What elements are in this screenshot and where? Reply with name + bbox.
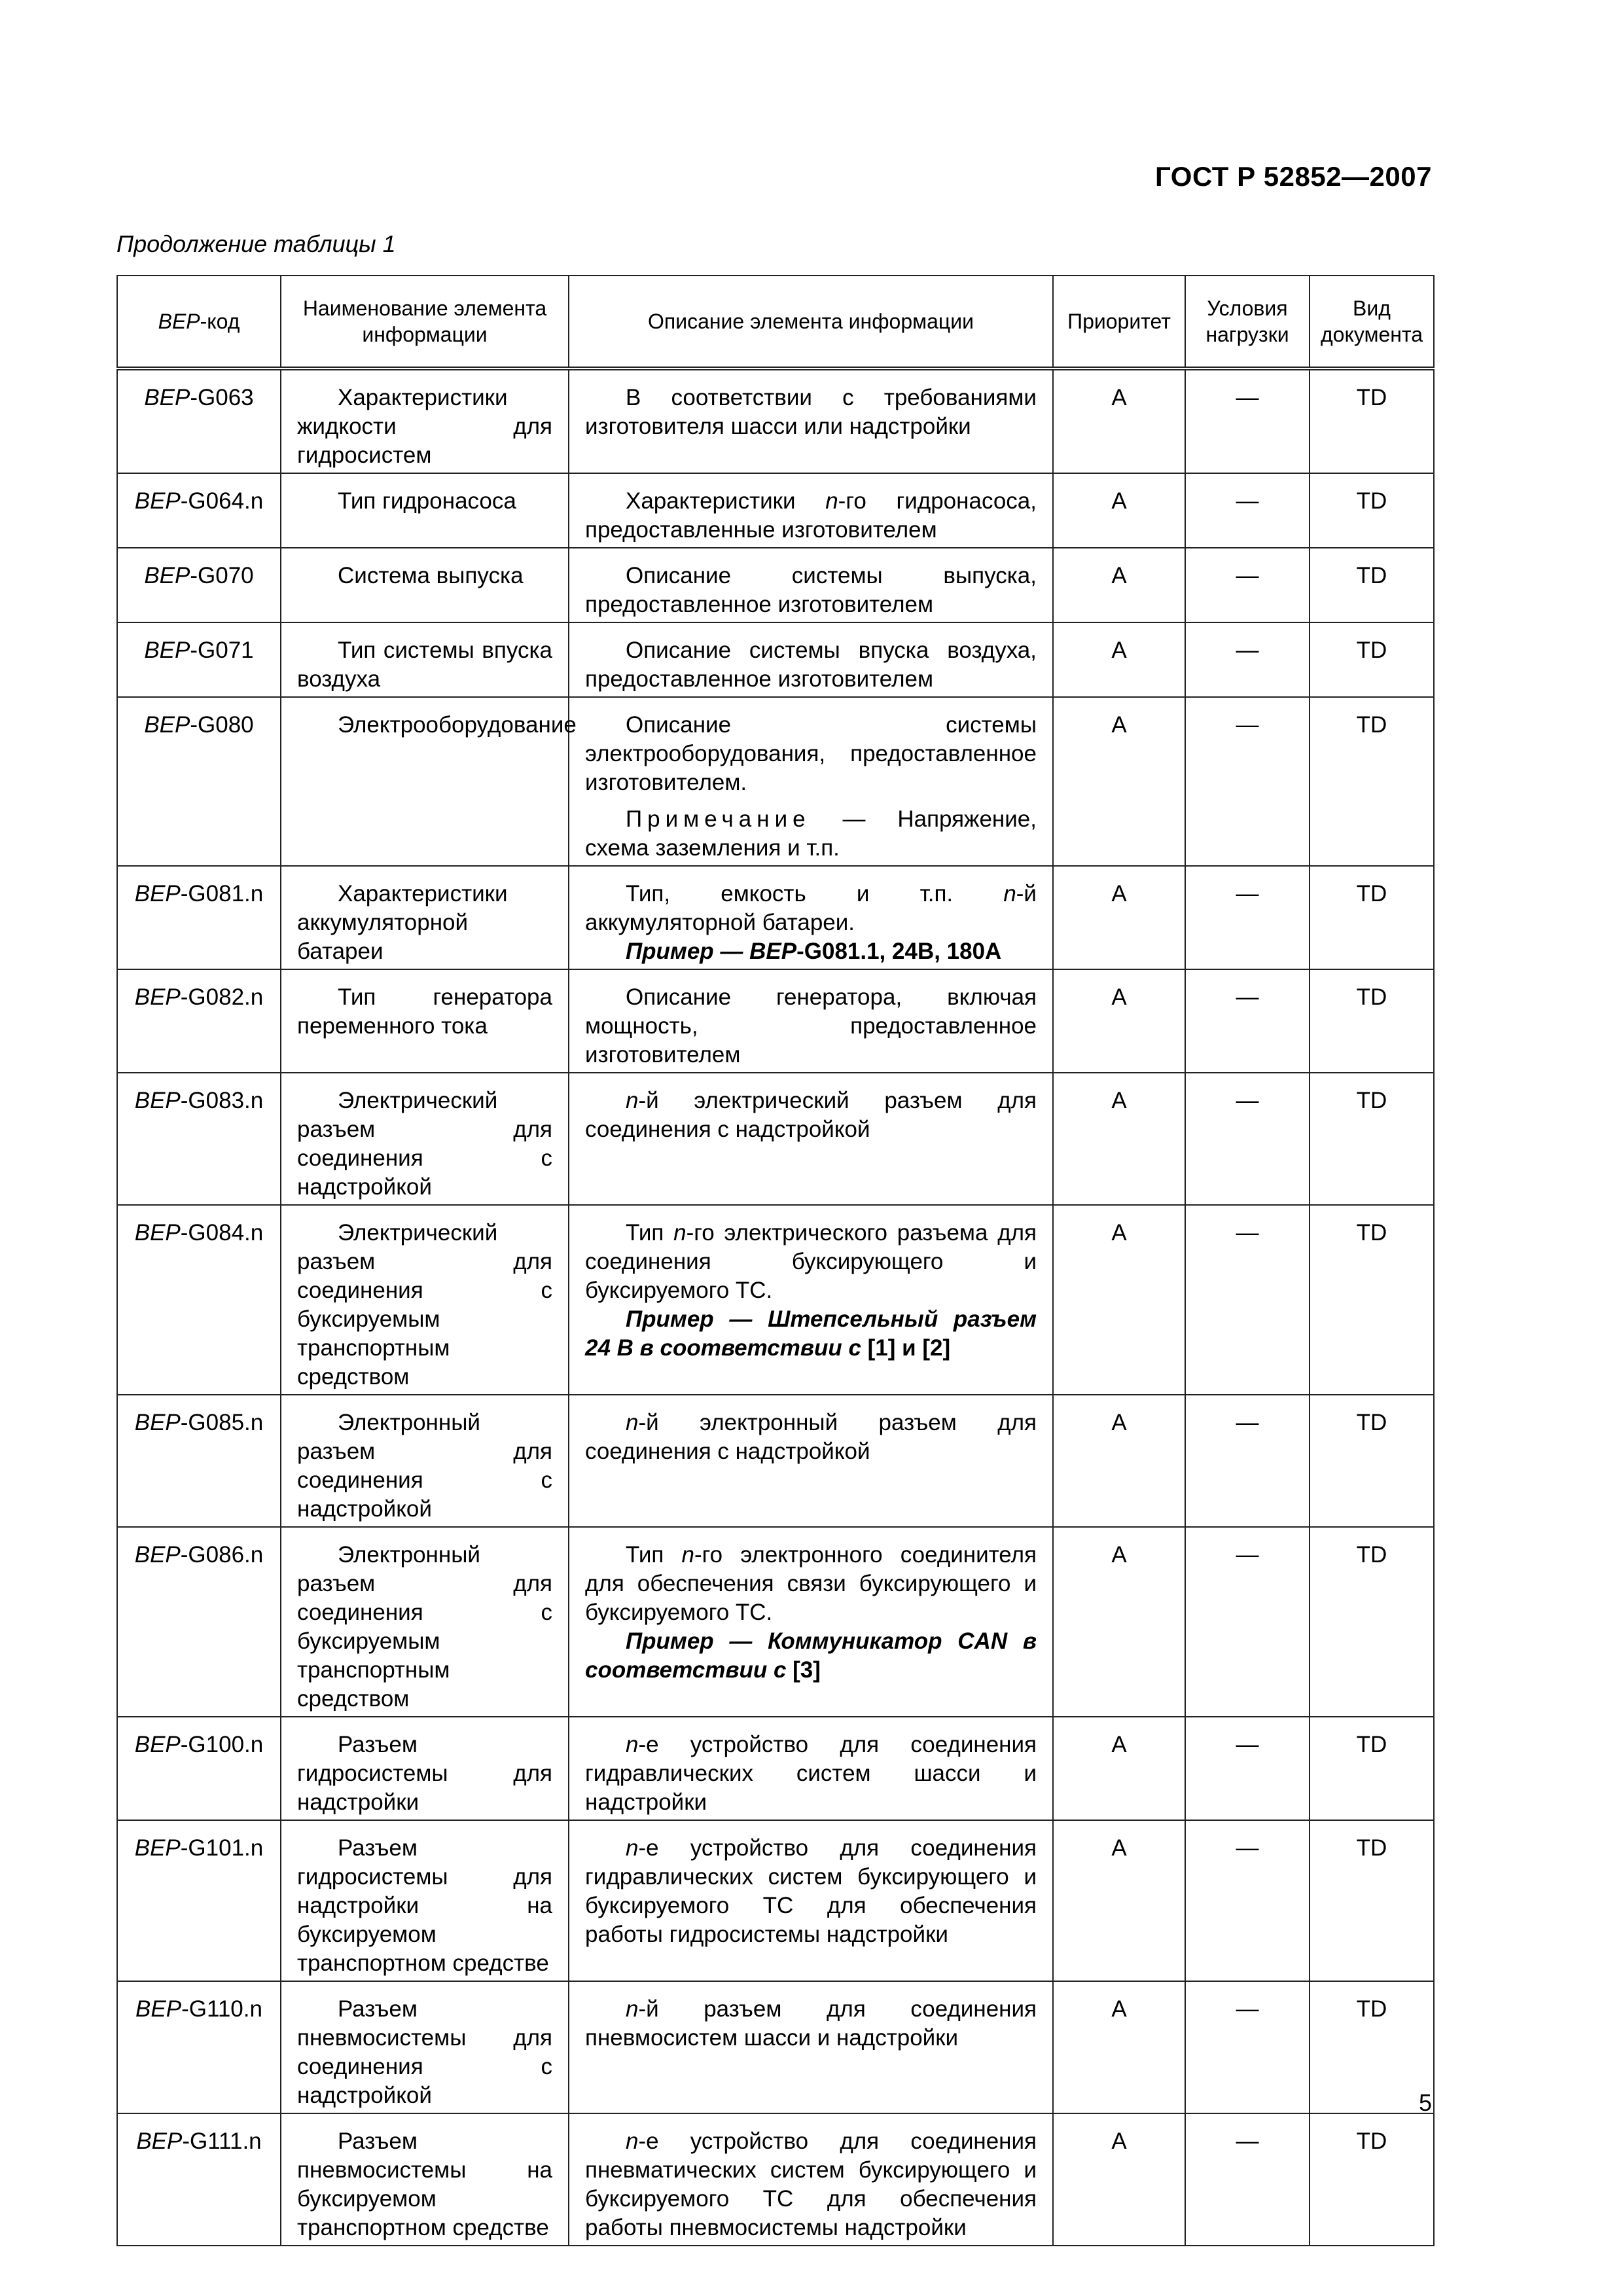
row-doctype: TD [1310, 473, 1434, 548]
table-row [117, 697, 1434, 866]
row-description: Описание системы выпуска, предоставленное изготовителем [569, 548, 1053, 622]
row-note: Примечание — Напряжение, схема заземления и т.п. [585, 806, 1037, 861]
note-label: Примечание [626, 806, 811, 832]
row-doctype: TD [1310, 2113, 1434, 2246]
row-conditions: — [1185, 1981, 1310, 2113]
row-conditions: — [1185, 969, 1310, 1073]
document-id: ГОСТ Р 52852—2007 [1155, 161, 1432, 192]
row-name: Разъем пневмосистемы для соединения с надстройкой [281, 1981, 569, 2113]
row-code: BEP-G084.n [117, 1205, 281, 1395]
table-row [117, 368, 1434, 473]
row-priority: A [1053, 473, 1185, 548]
row-priority: A [1053, 368, 1185, 473]
row-code: BEP-G080 [117, 697, 281, 866]
row-priority: A [1053, 1073, 1185, 1205]
header-doctype: Вид документа [1310, 276, 1434, 368]
row-doctype: TD [1310, 1395, 1434, 1527]
table-row [117, 2113, 1434, 2246]
row-doctype: TD [1310, 1717, 1434, 1820]
row-description [569, 1205, 1053, 1395]
row-code: BEP-G100.n [117, 1717, 281, 1820]
row-doctype: TD [1310, 368, 1434, 473]
row-description: Описание системы впуска воздуха, предоставленное изготовителем [569, 622, 1053, 697]
row-name: Тип системы впуска воздуха [281, 622, 569, 697]
row-example: Пример — Коммуникатор CAN в соответствии с [3] [585, 1628, 1037, 1683]
row-priority: A [1053, 2113, 1185, 2246]
table-row [117, 1981, 1434, 2113]
row-priority: A [1053, 1527, 1185, 1717]
row-conditions: — [1185, 548, 1310, 622]
row-name: Разъем пневмосистемы на буксируемом транспортном средстве [281, 2113, 569, 2246]
row-name: Электронный разъем для соединения с буксируемым транспортным средством [281, 1527, 569, 1717]
row-priority: A [1053, 1205, 1185, 1395]
table-row [117, 1073, 1434, 1205]
header-conditions: Условия нагрузки [1185, 276, 1310, 368]
row-priority: A [1053, 548, 1185, 622]
row-code: BEP-G081.n [117, 866, 281, 969]
header-description: Описание элемента информации [569, 276, 1053, 368]
row-code: BEP-G110.n [117, 1981, 281, 2113]
row-name: Электрический разъем для соединения с буксируемым транспортным средством [281, 1205, 569, 1395]
row-description [569, 697, 1053, 866]
row-conditions: — [1185, 1205, 1310, 1395]
row-name: Электрический разъем для соединения с надстройкой [281, 1073, 569, 1205]
header-code: BEP-код [117, 276, 281, 368]
row-conditions: — [1185, 1395, 1310, 1527]
table-row [117, 473, 1434, 548]
table-caption: Продолжение таблицы 1 [116, 230, 396, 257]
row-code: BEP-G064.n [117, 473, 281, 548]
row-conditions: — [1185, 1717, 1310, 1820]
row-priority: A [1053, 1820, 1185, 1981]
row-description: n-е устройство для соединения гидравлических систем буксирующего и буксируемого ТС для обеспечения работы гидросистемы надстройки [569, 1820, 1053, 1981]
row-conditions: — [1185, 368, 1310, 473]
row-priority: A [1053, 969, 1185, 1073]
row-description-text: Описание системы электрооборудования, предоставленное изготовителем. [585, 712, 1037, 795]
row-description-text: Тип n-го электронного соединителя для обеспечения связи буксирующего и буксируемого ТС. [585, 1542, 1037, 1625]
row-priority: A [1053, 697, 1185, 866]
row-description-text: Тип, емкость и т.п. n-й аккумуляторной батареи. [585, 881, 1037, 935]
row-description: n-е устройство для соединения гидравлических систем шасси и надстройки [569, 1717, 1053, 1820]
row-priority: A [1053, 1717, 1185, 1820]
row-doctype: TD [1310, 622, 1434, 697]
row-conditions: — [1185, 1820, 1310, 1981]
row-doctype: TD [1310, 1820, 1434, 1981]
row-name: Характеристики аккумуляторной батареи [281, 866, 569, 969]
table-row [117, 866, 1434, 969]
row-description: n-е устройство для соединения пневматических систем буксирующего и буксируемого ТС для обеспечения работы пневмосистемы надстройки [569, 2113, 1053, 2246]
row-conditions: — [1185, 1527, 1310, 1717]
row-doctype: TD [1310, 1073, 1434, 1205]
row-priority: A [1053, 622, 1185, 697]
row-description: В соответствии с требованиями изготовителя шасси или надстройки [569, 368, 1053, 473]
row-description [569, 1527, 1053, 1717]
row-code: BEP-G085.n [117, 1395, 281, 1527]
row-conditions: — [1185, 866, 1310, 969]
table-row [117, 1717, 1434, 1820]
row-code: BEP-G111.n [117, 2113, 281, 2246]
header-priority: Приоритет [1053, 276, 1185, 368]
row-code: BEP-G070 [117, 548, 281, 622]
table-row [117, 1395, 1434, 1527]
row-doctype: TD [1310, 969, 1434, 1073]
row-code: BEP-G071 [117, 622, 281, 697]
row-conditions: — [1185, 1073, 1310, 1205]
table-row [117, 969, 1434, 1073]
row-conditions: — [1185, 697, 1310, 866]
row-priority: A [1053, 1395, 1185, 1527]
row-description-text: Тип n-го электрического разъема для соединения буксирующего и буксируемого ТС. [585, 1220, 1037, 1303]
row-doctype: TD [1310, 1205, 1434, 1395]
row-conditions: — [1185, 2113, 1310, 2246]
table-row [117, 1205, 1434, 1395]
row-name: Тип гидронасоса [281, 473, 569, 548]
table-row [117, 1820, 1434, 1981]
row-name: Электронный разъем для соединения с надстройкой [281, 1395, 569, 1527]
table-row [117, 622, 1434, 697]
row-code: BEP-G083.n [117, 1073, 281, 1205]
page-number: 5 [1418, 2089, 1432, 2116]
row-description: Описание генератора, включая мощность, предоставленное изготовителем [569, 969, 1053, 1073]
row-priority: A [1053, 1981, 1185, 2113]
row-doctype: TD [1310, 697, 1434, 866]
row-example: Пример — BEP-G081.1, 24В, 180А [626, 939, 1002, 964]
row-name: Разъем гидросистемы для надстройки [281, 1717, 569, 1820]
row-doctype: TD [1310, 866, 1434, 969]
row-description: n-й электрический разъем для соединения с надстройкой [569, 1073, 1053, 1205]
row-doctype: TD [1310, 548, 1434, 622]
row-priority: A [1053, 866, 1185, 969]
row-description: n-й разъем для соединения пневмосистем шасси и надстройки [569, 1981, 1053, 2113]
table-header-row [117, 276, 1434, 368]
row-code: BEP-G086.n [117, 1527, 281, 1717]
row-doctype: TD [1310, 1981, 1434, 2113]
row-conditions: — [1185, 473, 1310, 548]
row-conditions: — [1185, 622, 1310, 697]
row-code: BEP-G101.n [117, 1820, 281, 1981]
row-description [569, 866, 1053, 969]
row-code: BEP-G063 [117, 368, 281, 473]
row-description: n-й электронный разъем для соединения с надстройкой [569, 1395, 1053, 1527]
row-name: Система выпуска [281, 548, 569, 622]
table-row [117, 548, 1434, 622]
row-name: Тип генератора переменного тока [281, 969, 569, 1073]
row-name: Электрооборудование [281, 697, 569, 866]
row-code: BEP-G082.n [117, 969, 281, 1073]
row-name: Характеристики жидкости для гидросистем [281, 368, 569, 473]
row-doctype: TD [1310, 1527, 1434, 1717]
table-row [117, 1527, 1434, 1717]
row-example: Пример — Штепсельный разъем 24 В в соответствии с [1] и [2] [585, 1306, 1037, 1361]
row-description: Характеристики n-го гидронасоса, предоставленные изготовителем [569, 473, 1053, 548]
data-table [116, 275, 1435, 2246]
row-name: Разъем гидросистемы для надстройки на буксируемом транспортном средстве [281, 1820, 569, 1981]
header-name: Наименование элемента информации [281, 276, 569, 368]
